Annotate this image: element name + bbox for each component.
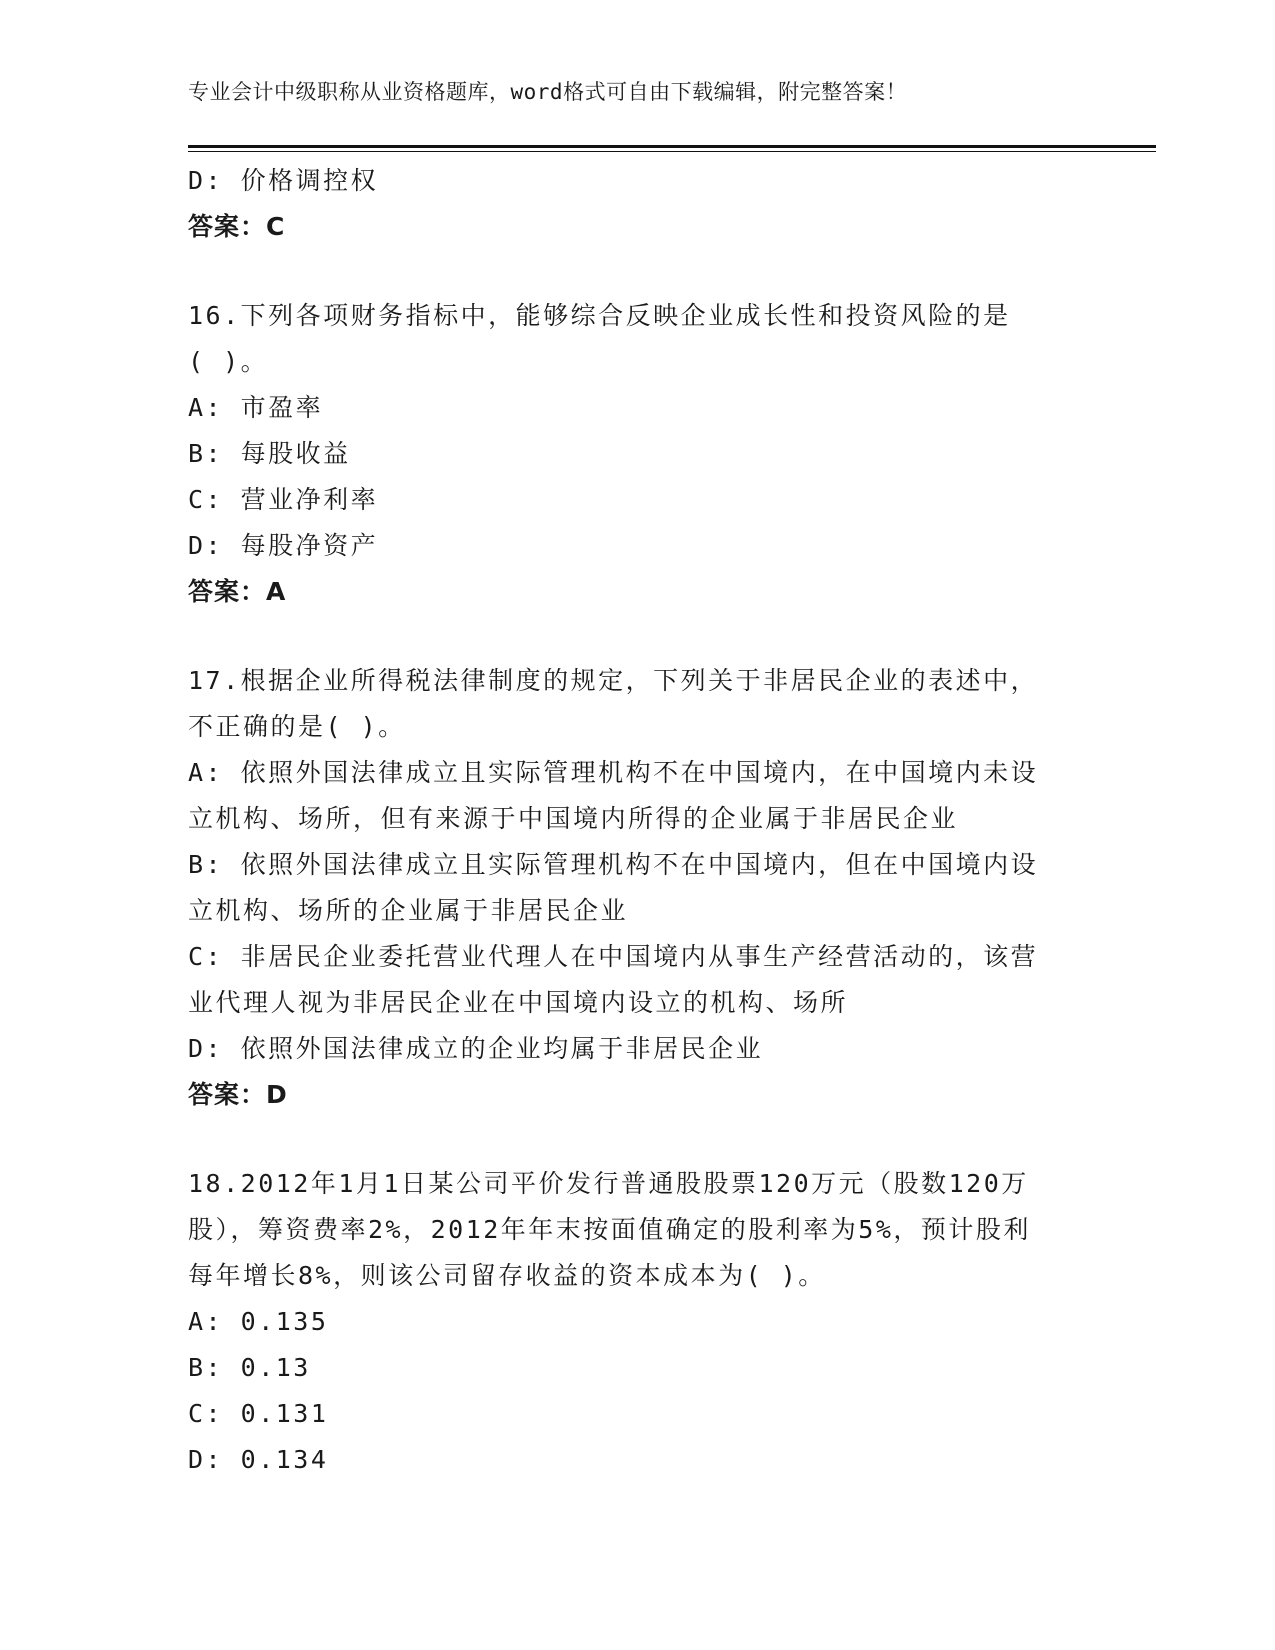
page-header: 专业会计中级职称从业资格题库，word格式可自由下载编辑，附完整答案！ (188, 80, 908, 104)
question-text-line: 18.2012年1月1日某公司平价发行普通股股票120万元（股数120万 (188, 1169, 1029, 1198)
option-c-cont: 业代理人视为非居民企业在中国境内设立的机构、场所 (188, 988, 849, 1017)
option-d: D: 0.134 (188, 1445, 329, 1474)
option-c: C: 0.131 (188, 1399, 329, 1428)
option-c: C: 营业净利率 (188, 485, 379, 514)
question-text-line: 16.下列各项财务指标中，能够综合反映企业成长性和投资风险的是 (188, 301, 1011, 330)
question-17 (188, 658, 1088, 1118)
question-text-line: 每年增长8%，则该公司留存收益的资本成本为( )。 (188, 1261, 826, 1290)
option-c: C: 非居民企业委托营业代理人在中国境内从事生产经营活动的，该营 (188, 942, 1039, 971)
prev-answer: 答案：C (188, 212, 286, 241)
spacer (188, 250, 1088, 293)
prev-option-d: D: 价格调控权 (188, 166, 379, 195)
option-d: D: 每股净资产 (188, 531, 379, 560)
header-rule-thin (188, 151, 1156, 152)
option-a: A: 0.135 (188, 1307, 329, 1336)
option-a: A: 市盈率 (188, 393, 324, 422)
option-b-cont: 立机构、场所的企业属于非居民企业 (188, 896, 629, 925)
question-18 (188, 1161, 1088, 1483)
option-b: B: 每股收益 (188, 439, 351, 468)
spacer (188, 615, 1088, 658)
question-text-line: ( )。 (188, 347, 269, 376)
option-b: B: 0.13 (188, 1353, 311, 1382)
option-d: D: 依照外国法律成立的企业均属于非居民企业 (188, 1034, 764, 1063)
spacer (188, 1118, 1088, 1161)
question-text-line: 17.根据企业所得税法律制度的规定，下列关于非居民企业的表述中， (188, 666, 1039, 695)
option-a-cont: 立机构、场所，但有来源于中国境内所得的企业属于非居民企业 (188, 804, 959, 833)
option-b: B: 依照外国法律成立且实际管理机构不在中国境内，但在中国境内设 (188, 850, 1039, 879)
header-rule-thick (188, 145, 1156, 148)
question-text-line: 不正确的是( )。 (188, 712, 406, 741)
answer: 答案：A (188, 577, 287, 606)
question-16 (188, 293, 1088, 615)
document-content (188, 158, 1088, 1483)
question-text-line: 股），筹资费率2%，2012年年末按面值确定的股利率为5%，预计股利 (188, 1215, 1031, 1244)
answer: 答案：D (188, 1080, 288, 1109)
option-a: A: 依照外国法律成立且实际管理机构不在中国境内，在中国境内未设 (188, 758, 1039, 787)
